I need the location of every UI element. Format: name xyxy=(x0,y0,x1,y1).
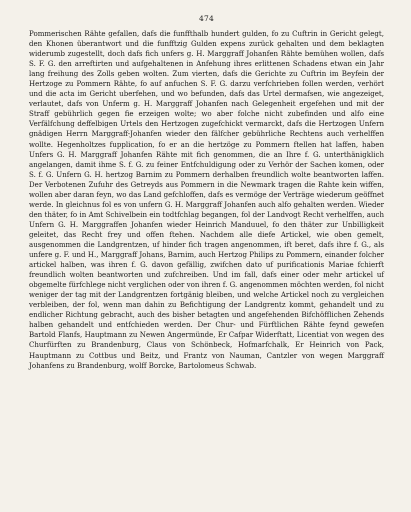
page-number: 474 xyxy=(199,14,214,23)
body-paragraph: Pommerischen Rähte gefallen, dafs die funffthalb hundert gulden, fo zu Cuftrin in Gericht gelegt, den Khonen überantwort und die funfftzig Gulden expens zurück gehalten und dem beklagten widerumb zugestellt, doch dafs fich unfers g. H. Marggraff Johanfen Rähte bemühen wollen, dafs S. F. G. den arreftirten und aufgehaltenen in Anfehung ihres erlittenen Schadens etwan ein Jahr lang freihung des Zolls geben wolten. Zum vierten, dafs die Gerichte zu Cuftrin im Beyfein der Hertzoge zu Pommern Rähte, fo auf anfuchen S. F. G. darzu verfchrieben follen werden, verhört und die acta im Gericht uberfehen, und wo befunden, dafs das Urtel dermafsen, wie angezeiget, verlautet, dafs von Unferm g. H. Marggraff Johanfen nach Gelegenheit ergefehen und mit der Straff gebührlich gegen fie erzeigen wolte; wo aber folche nicht zubefinden und alfo eine Verfälfchung deffelbigen Urtels den Hertzogen zugefchickt vermarckt, dafs die Hertzogen Unfern gnädigen Herrn Marggraff-Johanfen wieder den fälfcher gebührliche Rechtens auch verhelffen wollte. Hegenholtzes fupplication, fo er an die hertzöge zu Pommern ftellen hat laffen, haben Unfers G. H. Marggraff Johanfen Rähte mit fich genommen, die an Ihre f. G. unterthänigklich angelangen, damit ihme S. f. G. zu feiner Entfchuldigung oder zu Verhör der Sachen komen, oder S. f. G. Unfern G. H. hertzog Barnim zu Pommern derhalben freundlich wolte beantworten laffen. Der Verbotenen Zufuhr des Getreyds aus Pommern in die Newmark tragen die Rahte kein wiffen, wollen aber daran feyn, wo das Land gefchloffen, dafs es vermöge der Verträge wiederum geöffnet werde. In gleichnus fol es von unfern G. H. Marggraff Johanfen auch alfo gehalten werden. Wieder den thäter, fo in Amt Schivelbein ein todtfchlag begangen, fol der Landvogt Recht verhelffen, auch Unfern G. H. Marggraffen Johanfen wieder Heinrich Manduuel, fo den thäter zur Unbilligkeit geleitet, das Recht frey und offen ftehen. Nachdem alle diefe Artickel, wie oben gemelt, ausgenommen die Landgrentzen, uf hinder fich tragen angenommen, ift beret, dafs ihre f. G., als unfere g. F. und H., Marggraff Johans, Barnim, auch Hertzog Philips zu Pommern, einander folcher artickel halben, was ihren f. G. davon gefällig, zwifchen dato uf purificationis Mariae fchierft freundlich wolten beantworten und zufchreiben. Und im fall, dafs einer oder mehr artickel uf obgemelte fürfchlege nicht verglichen oder von ihren f. G. angenommen möchten werden, fol nicht weniger der tag mit der Landgrentzen fortgänig bleiben, und welche Artickel noch zu vergleichen verbleiben, der fol, wenn man dahin zu Befichtigung der Landgrentz kommt, gehandelt und zu endlicher Richtung gebracht, auch des bisher betagten und angefehenden Bifchöfflichen Zehends halben gehandelt und entfchieden werden. Der Chur- und Fürftlichen Rähte feynd gewefen Bartold Flanfs, Hauptmann zu Newen Angermünde, Er Cafpar Widerftatt, Licentiat von wegen des Churfürften zu Brandenburg, Claus von Schönbeck, Hofmarfchalk, Er Heinrich von Pack, Hauptmann zu Cottbus und Beitz, und Frantz von Nauman, Cantzler von wegen Marggraff Johanfens zu Brandenburg, wolff Borcke, Bartolomeus Schwab. xyxy=(29,29,384,370)
